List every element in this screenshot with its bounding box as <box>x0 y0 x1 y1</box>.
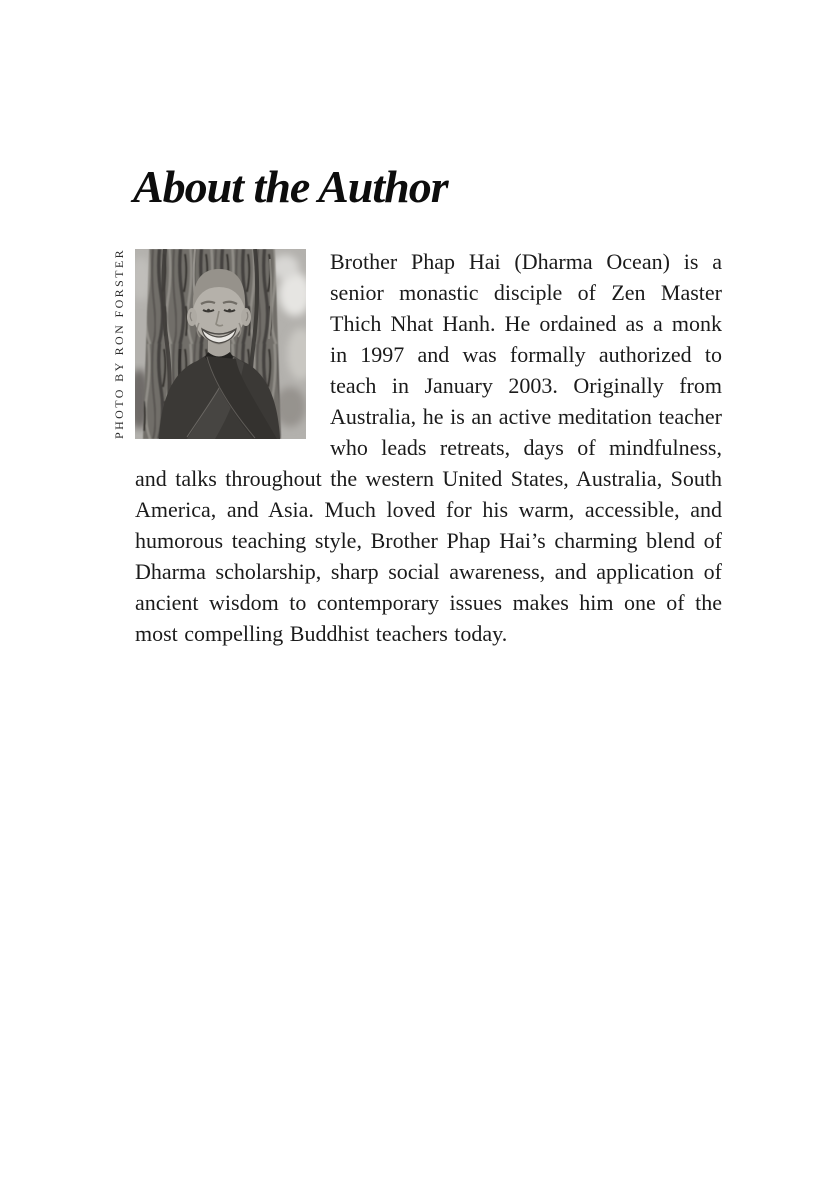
author-photo <box>135 249 306 439</box>
page-title: About the Author <box>133 161 448 212</box>
bio-paragraph: Brother Phap Hai (Dharma Ocean) is a senior monastic disciple of Zen Master Thich Nhat Hanh. He ordained as a monk in 1997 and was formally authorized to teach in January 2003. Originally from Australia, he is an active meditation teacher who leads retreats, days of mindfulness, and talks throughout the western United States, Australia, South America, and Asia. Much loved for his warm, accessible, and humorous teaching style, Brother Phap Hai’s charming blend of Dharma scholarship, sharp social awareness, and application of ancient wisdom to contemporary issues makes him one of the most compelling Buddhist teachers today. <box>135 249 722 646</box>
photo-credit: PHOTO BY RON FORSTER <box>112 247 126 439</box>
author-photo-block <box>112 247 306 439</box>
